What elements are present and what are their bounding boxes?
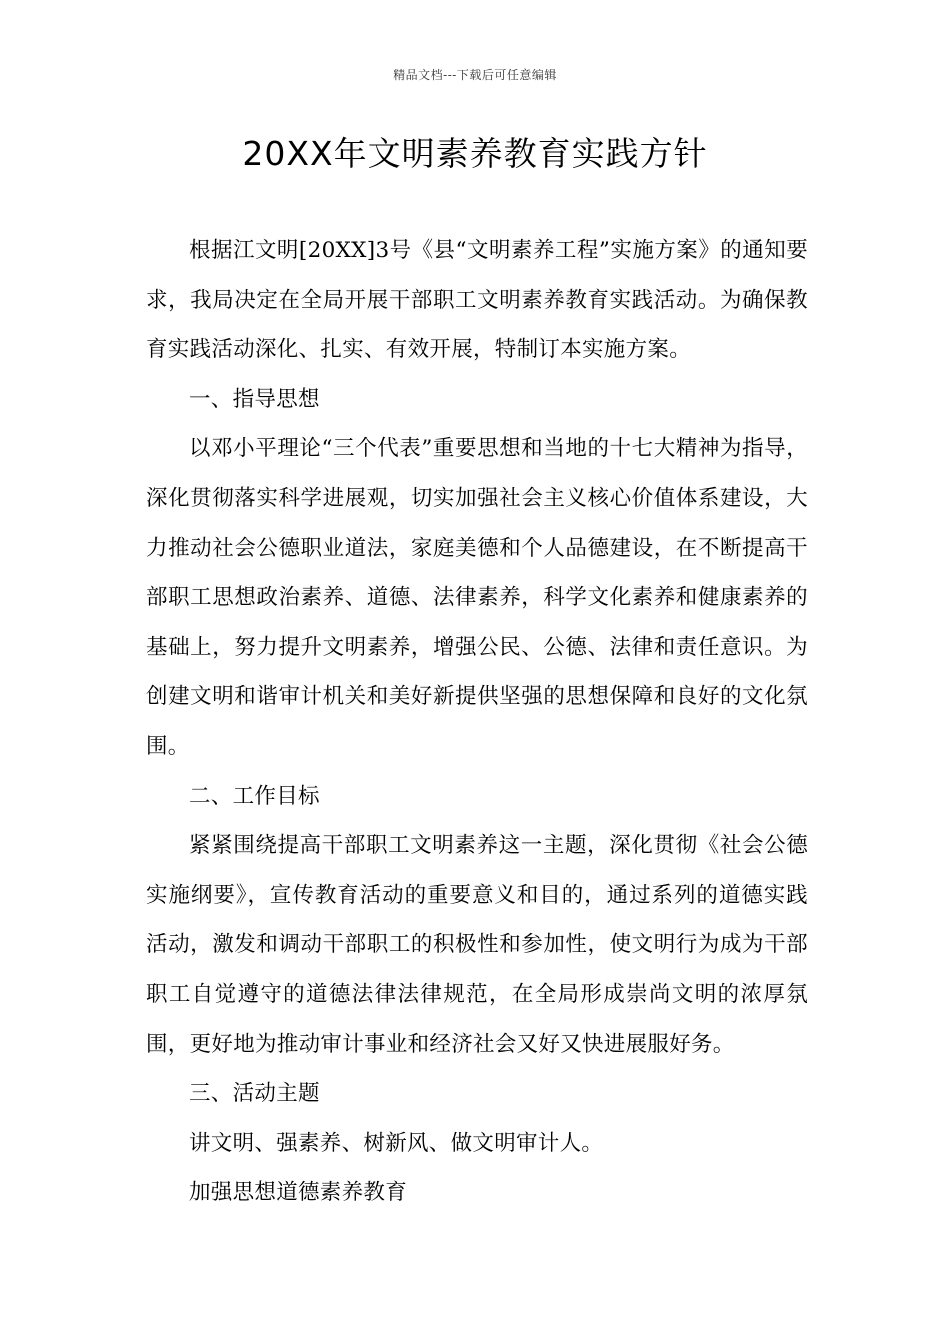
section-heading-guiding-ideology: 一、指导思想 [189,386,320,412]
document-title: 20XX年文明素养教育实践方针 [242,134,708,173]
work-goals-paragraph: 紧紧围绕提高干部职工文明素养这一主题，深化贯彻《社会公德实施纲要》，宣传教育活动的重要意义和目的，通过系列的道德实践活动，激发和调动干部职工的积极性和参加性，使文明行为成为干部职工自觉遵守的道德法律法律规范，在全局形成崇尚文明的浓厚氛围，更好地为推动审计事业和经济社会又好又快进展服好务。 [146,833,808,1057]
activity-theme-paragraph: 讲文明、强素养、树新风、做文明审计人。 [189,1130,604,1156]
section-heading-activity-theme: 三、活动主题 [189,1081,320,1107]
guiding-ideology-paragraph: 以邓小平理论“三个代表”重要思想和当地的十七大精神为指导，深化贯彻落实科学进展观，切实加强社会主义核心价值体系建设，大力推动社会公德职业道法，家庭美德和个人品德建设，在不断提高干部职工思想政治素养、道德、法律素养，科学文化素养和健康素养的基础上，努力提升文明素养，增强公民、公德、法律和责任意识。为创建文明和谐审计机关和美好新提供坚强的思想保障和良好的文化氛围。 [146,436,808,759]
header-note: 精品文档---下载后可任意编辑 [393,68,557,82]
document-body [146,226,808,1218]
section-heading-work-goals: 二、工作目标 [189,783,320,809]
subsection-heading-moral-education: 加强思想道德素养教育 [189,1180,408,1206]
intro-paragraph: 根据江文明[20XX]3号《县“文明素养工程”实施方案》的通知要求，我局决定在全局开展干部职工文明素养教育实践活动。为确保教育实践活动深化、扎实、有效开展，特制订本实施方案。 [146,238,808,363]
